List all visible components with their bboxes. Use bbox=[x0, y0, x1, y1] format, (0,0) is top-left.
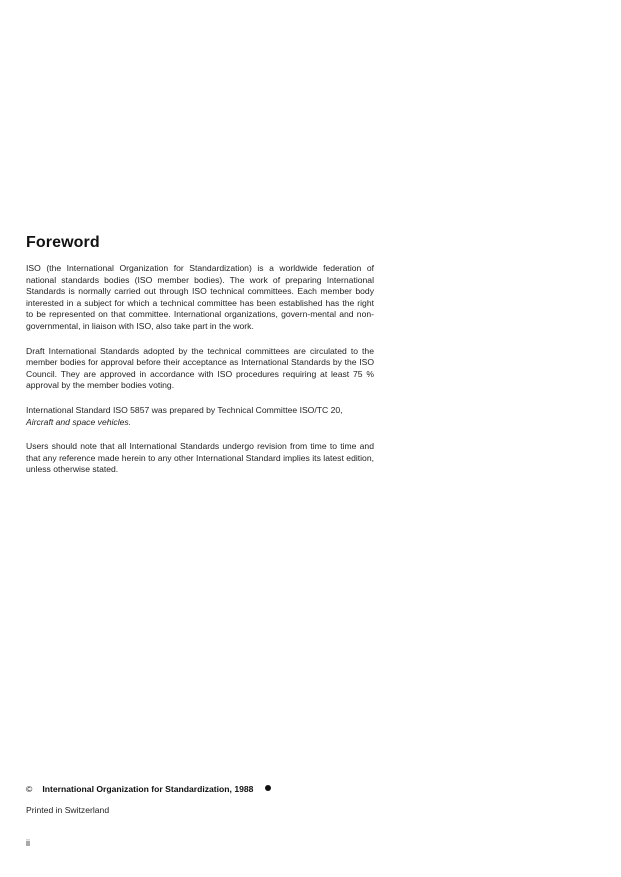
paragraph-iso-description: ISO (the International Organization for Standardization) is a worldwide federation of national standards bodies (ISO member bodies). The work of preparing International Standards is normally carried out through ISO technical committees. Each member body interested in a subject for which a technical committee has been established has the right to be represented on that committee. International organizations, govern-mental and non-governmental, in liaison with ISO, also take part in the work. bbox=[26, 263, 374, 331]
copyright-text: International Organization for Standardization, 1988 bbox=[42, 784, 254, 794]
page-number: ii bbox=[26, 838, 30, 848]
printed-in: Printed in Switzerland bbox=[26, 805, 110, 815]
committee-name: Aircraft and space vehicles. bbox=[26, 416, 132, 427]
foreword-heading: Foreword bbox=[26, 234, 100, 251]
paragraph-standard-preparation bbox=[26, 405, 374, 428]
bullet-icon bbox=[265, 785, 271, 791]
copyright-icon: © bbox=[26, 784, 33, 794]
paragraph-revision-note: Users should note that all International Standards undergo revision from time to time and that any reference made herein to any other International Standard implies its latest edition, unless otherwise stated. bbox=[26, 441, 374, 475]
preparation-text: International Standard ISO 5857 was prepared by Technical Committee ISO/TC 20, bbox=[26, 404, 343, 415]
paragraph-draft-standards: Draft International Standards adopted by the technical committees are circulated to the member bodies for approval before their acceptance as International Standards by the ISO Council. They are approved in accordance with ISO procedures requiring at least 75 % approval by the member bodies voting. bbox=[26, 345, 374, 391]
copyright-line bbox=[26, 784, 326, 795]
foreword-body bbox=[26, 263, 374, 489]
